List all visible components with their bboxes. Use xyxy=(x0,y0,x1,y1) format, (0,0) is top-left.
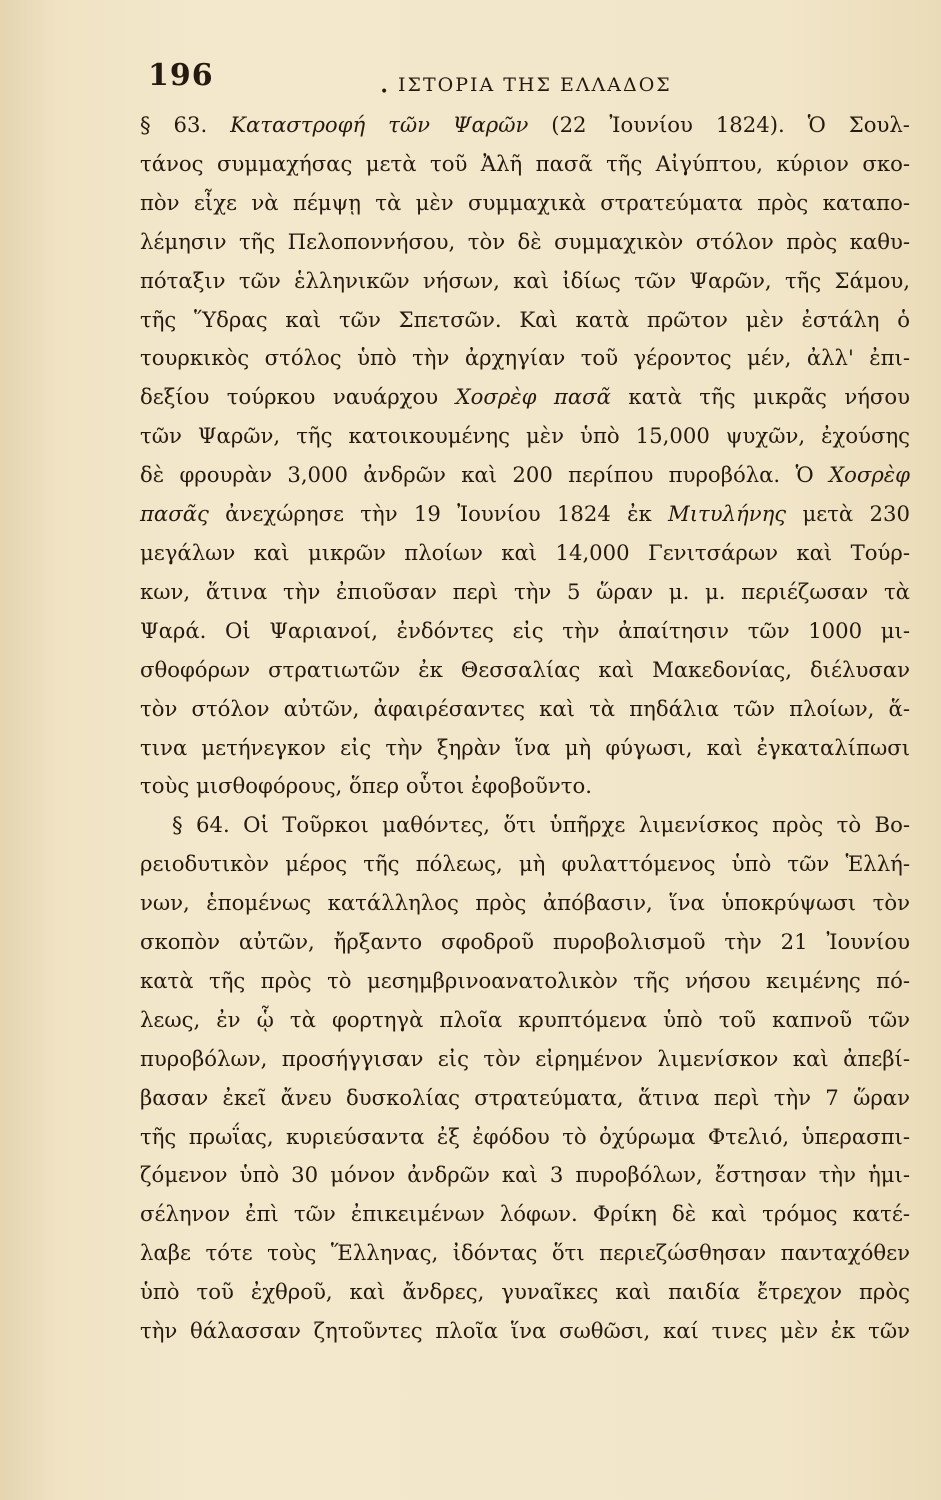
text-line: τάνος συμμαχήσας μετὰ τοῦ Ἀλῆ πασᾶ τῆς Αἰγύπτου, κύριον σκο- xyxy=(140,150,910,176)
text-line: λαβε τότε τοὺς Ἕλληνας, ἰδόντας ὅτι περιεζώσθησαν πανταχόθεν xyxy=(140,1240,910,1266)
text-line: ζόμενον ὑπὸ 30 μόνον ἀνδρῶν καὶ 3 πυροβόλων, ἔστησαν τὴν ἡμι- xyxy=(140,1162,910,1188)
text-line-mixed xyxy=(140,495,910,534)
text-line: λεως, ἐν ᾧ τὰ φορτηγὰ πλοῖα κρυπτόμενα ὑπὸ τοῦ καπνοῦ τῶν xyxy=(140,1006,910,1032)
text-line: ρειοδυτικὸν μέρος τῆς πόλεως, μὴ φυλαττόμενος ὑπὸ τῶν Ἑλλή- xyxy=(140,851,910,877)
text-line: σθοφόρων στρατιωτῶν ἐκ Θεσσαλίας καὶ Μακεδονίας, διέλυσαν xyxy=(140,656,910,682)
text-line: τὸν στόλον αὐτῶν, ἀφαιρέσαντες καὶ τὰ πηδάλια τῶν πλοίων, ἅ- xyxy=(140,695,910,721)
section-63-title: Καταστροφή τῶν Ψαρῶν xyxy=(230,112,529,137)
section-64-mark: § 64. xyxy=(172,812,230,838)
text-line: Ὁ Σουλ- xyxy=(807,112,910,137)
text-line: μεγάλων καὶ μικρῶν πλοίων καὶ 14,000 Γενιτσάρων καὶ Τούρ- xyxy=(140,539,910,565)
header-dot: • xyxy=(380,84,389,100)
text-line: πυροβόλων, προσήγγισαν εἰς τὸν εἰρημένον λιμενίσκον καὶ ἀπεβί- xyxy=(140,1045,910,1071)
page-header xyxy=(0,58,941,98)
place-mytilene: Μιτυλήνης xyxy=(668,501,787,527)
section-63-heading-line xyxy=(140,106,910,145)
text-line: τοὺς μισθοφόρους, ὅπερ οὗτοι ἐφοβοῦντο. xyxy=(140,773,592,799)
text-line: σέληνον ἐπὶ τῶν ἐπικειμένων λόφων. Φρίκη δὲ καὶ τρόμος κατέ- xyxy=(140,1201,910,1227)
name-khosref: Χοσρὲφ xyxy=(829,462,910,488)
text-line: κων, ἅτινα τὴν ἐπιοῦσαν περὶ τὴν 5 ὥραν μ. μ. περιέζωσαν τὰ xyxy=(140,578,910,604)
section-64-heading-line xyxy=(140,806,910,845)
name-khosref-pasha: Χοσρὲφ πασᾶ xyxy=(455,384,611,410)
text-line-mixed xyxy=(140,456,910,495)
text-line: σκοπὸν αὐτῶν, ἤρξαντο σφοδροῦ πυροβολισμοῦ τὴν 21 Ἰουνίου xyxy=(140,929,910,955)
text-line: κατὰ τῆς πρὸς τὸ μεσημβρινοανατολικὸν τῆς νήσου κειμένης πό- xyxy=(140,967,910,993)
text-line: τῆς πρωΐας, κυριεύσαντα ἐξ ἐφόδου τὸ ὀχύρωμα Φτελιό, ὑπερασπι- xyxy=(140,1123,910,1149)
section-63-mark: § 63. xyxy=(140,112,208,137)
text-fragment: κατὰ τῆς μικρᾶς νήσου xyxy=(628,384,910,410)
name-pashas: πασᾶς xyxy=(140,501,209,527)
text-line: Ψαρά. Οἱ Ψαριανοί, ἐνδόντες εἰς τὴν ἀπαίτησιν τῶν 1000 μι- xyxy=(140,617,910,643)
section-63-date: (22 Ἰουνίου 1824). xyxy=(551,112,785,137)
text-line: πόταξιν τῶν ἑλληνικῶν νήσων, καὶ ἰδίως τῶν Ψαρῶν, τῆς Σάμου, xyxy=(140,267,910,293)
text-line: τινα μετήνεγκον εἰς τὴν ξηρὰν ἵνα μὴ φύγωσι, καὶ ἐγκαταλίπωσι xyxy=(140,734,910,760)
text-fragment: δὲ φρουρὰν 3,000 ἀνδρῶν καὶ 200 περίπου πυροβόλα. Ὁ xyxy=(140,462,814,488)
text-fragment: ἀνεχώρησε τὴν 19 Ἰουνίου 1824 ἐκ xyxy=(225,501,652,527)
text-line-mixed xyxy=(140,378,910,417)
text-line: τὴν θάλασσαν ζητοῦντες πλοῖα ἵνα σωθῶσι, καί τινες μὲν ἐκ τῶν xyxy=(140,1318,910,1344)
text-fragment: Οἱ Τοῦρκοι μαθόντες, ὅτι ὑπῆρχε λιμενίσκος πρὸς τὸ Βο- xyxy=(243,812,910,838)
text-line: ὑπὸ τοῦ ἐχθροῦ, καὶ ἄνδρες, γυναῖκες καὶ παιδία ἔτρεχον πρὸς xyxy=(140,1279,910,1305)
text-line: τουρκικὸς στόλος ὑπὸ τὴν ἀρχηγίαν τοῦ γέροντος μέν, ἀλλ' ἐπι- xyxy=(140,345,910,371)
page-number: 196 xyxy=(148,58,214,93)
text-line: τῆς Ὕδρας καὶ τῶν Σπετσῶν. Καὶ κατὰ πρῶτον μὲν ἐστάλη ὁ xyxy=(140,306,910,332)
body-text xyxy=(140,106,910,1351)
text-line: λέμησιν τῆς Πελοποννήσου, τὸν δὲ συμμαχικὸν στόλον πρὸς καθυ- xyxy=(140,228,910,254)
text-fragment: δεξίου τούρκου ναυάρχου xyxy=(140,384,439,410)
text-line: βασαν ἐκεῖ ἄνευ δυσκολίας στρατεύματα, ἅτινα περὶ τὴν 7 ὥραν xyxy=(140,1084,910,1110)
text-line: πὸν εἶχε νὰ πέμψῃ τὰ μὲν συμμαχικὰ στρατεύματα πρὸς καταπο- xyxy=(140,189,910,215)
text-fragment: μετὰ 230 xyxy=(802,501,910,527)
text-line: νων, ἑπομένως κατάλληλος πρὸς ἀπόβασιν, ἵνα ὑποκρύψωσι τὸν xyxy=(140,890,910,916)
running-title: ΙΣΤΟΡΙΑ ΤΗΣ ΕΛΛΑΔΟΣ xyxy=(398,74,672,96)
text-line: τῶν Ψαρῶν, τῆς κατοικουμένης μὲν ὑπὸ 15,000 ψυχῶν, ἐχούσης xyxy=(140,423,910,449)
